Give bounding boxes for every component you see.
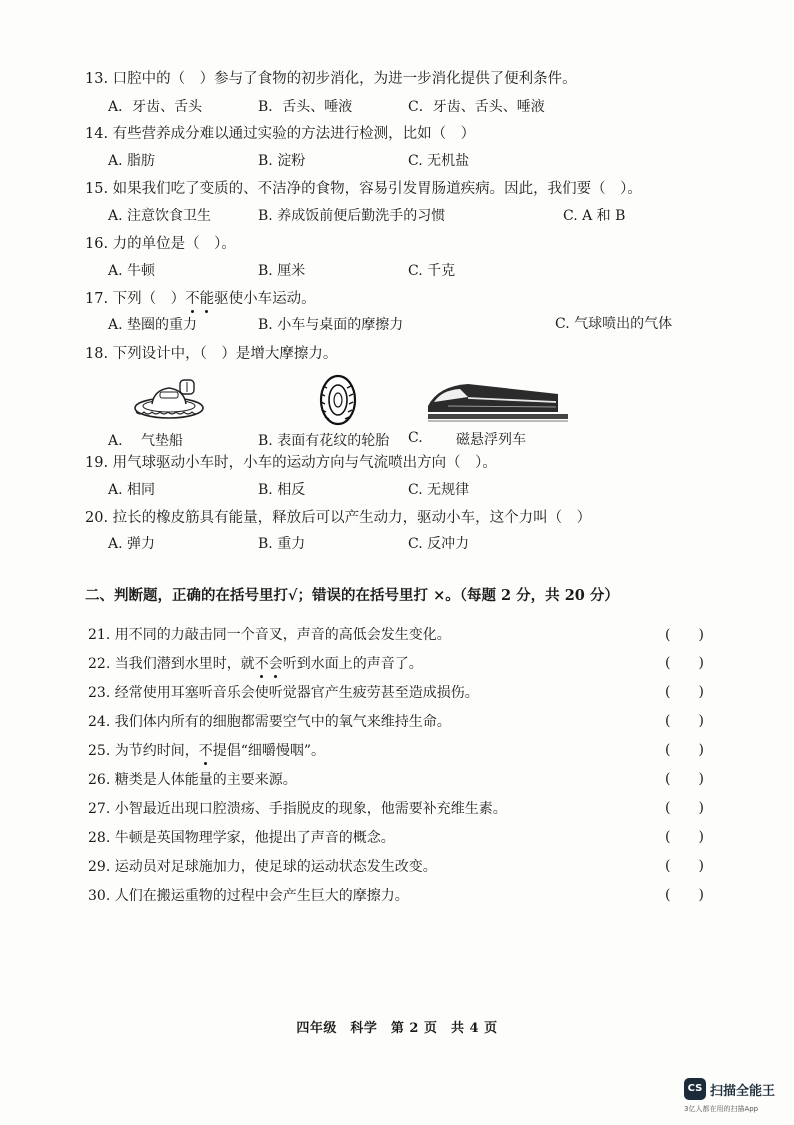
tf-item-30: 30. 人们在搬运重物的过程中会产生巨大的摩擦力。	[88, 888, 409, 904]
question-16-stem: 16. 力的单位是（ ）。	[85, 236, 236, 252]
question-15-stem: 15. 如果我们吃了变质的、不洁净的食物，容易引发胃肠道疾病。因此，我们要（ ）。	[85, 181, 642, 197]
question-18-option-b: B. 表面有花纹的轮胎	[258, 433, 390, 449]
question-18-option-c-text: 磁悬浮列车	[456, 432, 526, 448]
question-19-option-b: B. 相反	[258, 482, 306, 498]
tf-item-28: 28. 牛顿是英国物理学家，他提出了声音的概念。	[88, 830, 395, 846]
tf-item-27: 27. 小智最近出现口腔溃疡、手指脱皮的现象，他需要补充维生素。	[88, 801, 507, 817]
question-14-option-c: C. 无机盐	[408, 153, 470, 169]
answer-paren: ( )	[665, 829, 704, 845]
answer-paren: ( )	[665, 655, 704, 671]
hovercraft-illustration	[130, 374, 208, 424]
question-17-stem	[85, 287, 316, 308]
question-17-stem-pre: 17. 下列（ ）	[85, 291, 186, 307]
question-13-stem: 13. 口腔中的（ ）参与了食物的初步消化，为进一步消化提供了便利条件。	[85, 71, 577, 87]
answer-paren: ( )	[665, 771, 704, 787]
question-13-option-b: B．舌头、唾液	[258, 99, 353, 115]
question-14-stem: 14. 有些营养成分难以通过实验的方法进行检测，比如（ ）	[85, 126, 476, 142]
question-14-option-b: B. 淀粉	[258, 153, 306, 169]
answer-paren: ( )	[665, 887, 704, 903]
emphasis-char: 不	[185, 287, 200, 308]
question-16-option-c: C. 千克	[408, 263, 456, 279]
answer-paren: ( )	[665, 684, 704, 700]
tf-item-22-pre: 22. 当我们潜到水里时，就	[88, 656, 255, 672]
tf-item-22-post: 听到水面上的声音了。	[282, 656, 423, 672]
emphasis-char: 不	[199, 740, 213, 760]
answer-paren: ( )	[665, 627, 704, 643]
question-19-stem: 19. 用气球驱动小车时，小车的运动方向与气流喷出方向（ ）。	[85, 455, 497, 471]
tf-item-25-post: 提倡“细嚼慢咽”。	[212, 743, 326, 759]
answer-paren: ( )	[665, 713, 704, 729]
question-19-option-a: A. 相同	[108, 482, 156, 498]
answer-paren: ( )	[665, 742, 704, 758]
emphasis-char: 能	[200, 287, 215, 308]
tf-item-25	[88, 740, 325, 760]
question-20-option-a: A. 弹力	[108, 536, 156, 552]
question-15-option-c: C. A 和 B	[563, 208, 626, 224]
question-13-option-c: C．牙齿、舌头、唾液	[408, 99, 545, 115]
emphasis-char: 会	[269, 653, 283, 673]
emphasis-char: 不	[255, 653, 269, 673]
scanner-watermark	[684, 1078, 794, 1118]
answer-paren: ( )	[665, 800, 704, 816]
question-16-option-b: B. 厘米	[258, 263, 306, 279]
question-18-option-a: A. 气垫船	[108, 433, 184, 449]
question-15-option-a: A. 注意饮食卫生	[108, 208, 212, 224]
question-17-option-b: B. 小车与桌面的摩擦力	[258, 317, 404, 333]
question-17-stem-post: 驱使小车运动。	[214, 291, 316, 307]
question-14-option-a: A. 脂肪	[108, 153, 156, 169]
page-footer: 四年级 科学 第 2 页 共 4 页	[296, 1021, 498, 1036]
question-20-option-b: B. 重力	[258, 536, 306, 552]
question-20-stem: 20. 拉长的橡皮筋具有能量，释放后可以产生动力，驱动小车，这个力叫（ ）	[85, 510, 592, 526]
question-16-option-a: A. 牛顿	[108, 263, 156, 279]
question-15-option-b: B. 养成饭前便后勤洗手的习惯	[258, 208, 446, 224]
tf-item-23: 23. 经常使用耳塞听音乐会使听觉器官产生疲劳甚至造成损伤。	[88, 685, 479, 701]
question-13-option-a: A．牙齿、舌头	[108, 99, 203, 115]
camscanner-logo-icon: CS	[684, 1078, 706, 1100]
scanner-app-name: 扫描全能王	[710, 1084, 776, 1099]
scanner-slogan: 3亿人都在用的扫描App	[684, 1105, 759, 1113]
tf-item-22	[88, 653, 423, 673]
question-17-option-a: A. 垫圈的重力	[108, 317, 198, 333]
tf-item-24: 24. 我们体内所有的细胞都需要空气中的氧气来维持生命。	[88, 714, 451, 730]
tire-illustration	[318, 374, 358, 426]
question-17-option-c: C. 气球喷出的气体	[555, 316, 673, 332]
answer-paren: ( )	[665, 858, 704, 874]
question-18-option-c: C.	[408, 430, 423, 446]
section-2-title: 二、判断题，正确的在括号里打√；错误的在括号里打 ×。（每题 2 分，共 20 分）	[85, 587, 619, 604]
tf-item-29: 29. 运动员对足球施加力，使足球的运动状态发生改变。	[88, 859, 437, 875]
tf-item-25-pre: 25. 为节约时间，	[88, 743, 199, 759]
tf-item-26: 26. 糖类是人体能量的主要来源。	[88, 772, 297, 788]
maglev-train-illustration	[428, 380, 568, 422]
question-19-option-c: C. 无规律	[408, 482, 470, 498]
question-20-option-c: C. 反冲力	[408, 536, 470, 552]
tf-item-21: 21. 用不同的力敲击同一个音叉，声音的高低会发生变化。	[88, 627, 451, 643]
question-18-stem: 18. 下列设计中，（ ）是增大摩擦力。	[85, 346, 338, 362]
